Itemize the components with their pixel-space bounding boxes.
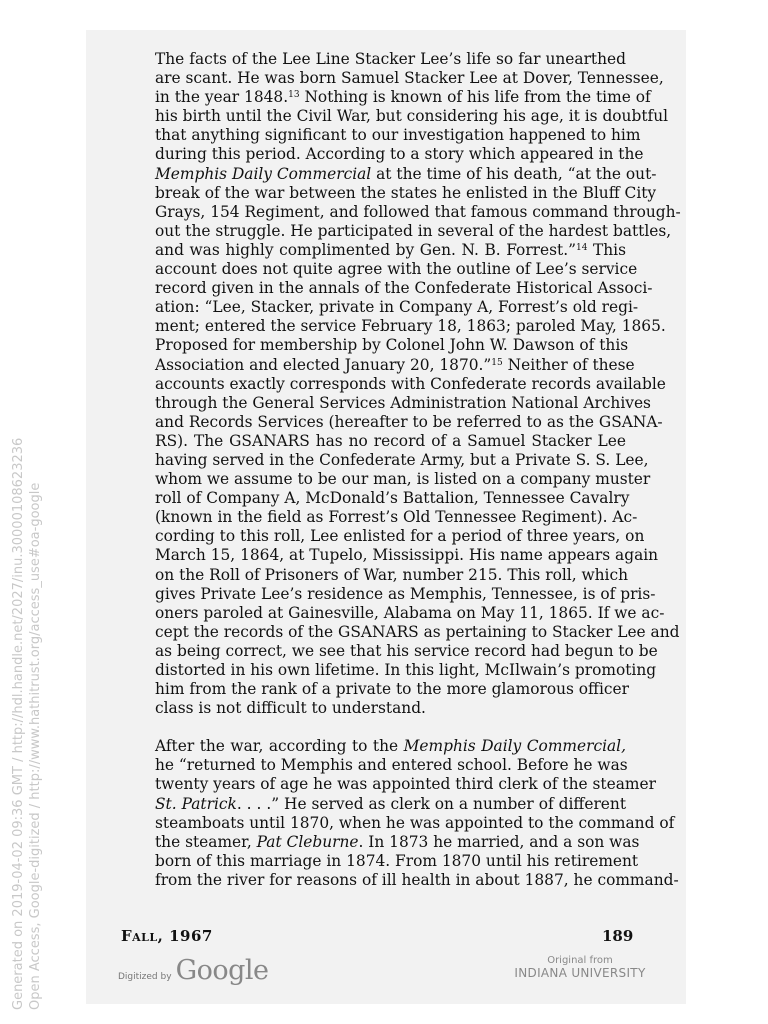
text-line: steamboats until 1870, when he was appointed to the command of — [155, 813, 675, 832]
footnote-ref: 14 — [575, 242, 588, 253]
text-fragment: and was highly complimented by Gen. N. B. Forrest.” — [155, 240, 576, 259]
footnote-ref: 15 — [491, 357, 503, 368]
digitized-by-label: Digitized by — [118, 972, 172, 982]
paragraph-1 — [121, 50, 681, 718]
text-fragment: This — [587, 240, 627, 259]
text-line: and Records Services (hereafter to be referred to as the GSANA- — [155, 412, 663, 431]
issue-date: Fall, 1967 — [121, 927, 213, 945]
text-line: RS). The GSANARS has no record of a Samuel Stacker Lee — [155, 431, 626, 450]
newspaper-title: Memphis Daily Commercial — [155, 164, 372, 183]
text-line: whom we assume to be our man, is listed on a company muster — [155, 470, 651, 489]
text-line: accounts exactly corresponds with Confederate records available — [155, 374, 666, 393]
text-fragment: in the year 1848. — [155, 88, 289, 107]
text-line: as being correct, we see that his service record had begun to be — [155, 641, 658, 660]
text-line — [121, 355, 635, 375]
text-line — [121, 164, 657, 184]
text-fragment: After the war, according to the — [155, 737, 404, 756]
text-line: distorted in his own lifetime. In this light, McIlwain’s promoting — [155, 661, 657, 679]
footer-issue — [121, 927, 213, 945]
original-from-label: Original from — [547, 955, 613, 966]
text-line: cept the records of the GSANARS as pertaining to Stacker Lee and — [155, 622, 680, 641]
text-fragment: . . . .” He served as clerk on a number of different — [236, 794, 627, 813]
text-line: March 15, 1864, at Tupelo, Mississippi. His name appears again — [155, 546, 659, 565]
text-line: his birth until the Civil War, but considering his age, it is doubtful — [155, 107, 669, 126]
page-number: 189 — [602, 927, 634, 945]
text-fragment: at the time of his death, “at the out- — [371, 164, 657, 183]
text-line — [121, 795, 626, 814]
hathitrust-watermark — [10, 20, 44, 1010]
text-line: ation: “Lee, Stacker, private in Company A, Forrest’s old regi- — [155, 298, 639, 317]
text-line: class is not difficult to understand. — [155, 699, 426, 718]
digitized-by-google — [118, 955, 269, 986]
text-line: on the Roll of Prisoners of War, number 215. This roll, which — [155, 565, 629, 584]
watermark-line: Open Access, Google-digitized / http://www.hathitrust.org/access_use#oa-google — [28, 482, 43, 1010]
text-fragment: . In 1873 he married, and a son was — [358, 832, 640, 851]
text-line: are scant. He was born Samuel Stacker Lee at Dover, Tennessee, — [155, 69, 664, 88]
footnote-ref: 13 — [288, 90, 300, 101]
text-line: that anything significant to our investigation happened to him — [155, 126, 641, 145]
text-line: through the General Services Administration National Archives — [155, 393, 651, 412]
text-line: him from the rank of a private to the more glamorous officer — [155, 680, 629, 699]
text-line — [121, 88, 651, 107]
text-line: Grays, 154 Regiment, and followed that famous command through- — [155, 202, 681, 221]
text-line: having served in the Confederate Army, but a Private S. S. Lee, — [155, 450, 649, 469]
text-line: The facts of the Lee Line Stacker Lee’s life so far unearthed — [155, 50, 626, 68]
text-line: from the river for reasons of ill health in about 1887, he command- — [155, 870, 679, 889]
institution-name: INDIANA UNIVERSITY — [514, 966, 646, 980]
steamer-name: St. Patrick — [155, 794, 237, 813]
text-line: he “returned to Memphis and entered school. Before he was — [155, 756, 628, 775]
steamer-name: Pat Cleburne — [256, 832, 359, 851]
text-line: born of this marriage in 1874. From 1870 until his retirement — [155, 851, 639, 870]
text-fragment: Neither of these — [502, 355, 635, 374]
text-fragment: Nothing is known of his life from the time of — [299, 88, 651, 107]
text-line: (known in the field as Forrest’s Old Tennessee Regiment). Ac- — [155, 508, 638, 527]
text-line: twenty years of age he was appointed third clerk of the steamer — [155, 775, 656, 794]
text-line: gives Private Lee’s residence as Memphis, Tennessee, is of pris- — [155, 584, 656, 603]
newspaper-title: Memphis Daily Commercial, — [403, 737, 626, 756]
original-from — [510, 955, 650, 980]
text-line: oners paroled at Gainesville, Alabama on May 11, 1865. If we ac- — [155, 603, 665, 622]
article-body — [121, 50, 681, 890]
text-line — [121, 241, 626, 260]
text-line: cording to this roll, Lee enlisted for a period of three years, on — [155, 527, 645, 546]
text-line: out the struggle. He participated in several of the hardest battles, — [155, 221, 672, 240]
text-line: ment; entered the service February 18, 1863; paroled May, 1865. — [155, 317, 666, 336]
text-line: roll of Company A, McDonald’s Battalion, Tennessee Cavalry — [155, 489, 630, 508]
text-line: record given in the annals of the Confederate Historical Associ- — [155, 279, 653, 298]
watermark-line: Generated on 2019-04-02 09:36 GMT / http://hdl.handle.net/2027/inu.30000108623236 — [11, 437, 26, 1010]
text-line: during this period. According to a story which appeared in the — [155, 145, 644, 164]
google-logo: Google — [175, 955, 269, 986]
text-line: Proposed for membership by Colonel John W. Dawson of this — [155, 336, 629, 355]
text-line — [121, 832, 640, 852]
text-line: account does not quite agree with the outline of Lee’s service — [155, 260, 638, 279]
text-line: break of the war between the states he enlisted in the Bluff City — [155, 183, 657, 202]
paragraph-2 — [121, 737, 679, 890]
text-line — [121, 737, 626, 756]
text-fragment: Association and elected January 20, 1870.” — [155, 355, 492, 374]
text-fragment: the steamer, — [155, 832, 257, 851]
